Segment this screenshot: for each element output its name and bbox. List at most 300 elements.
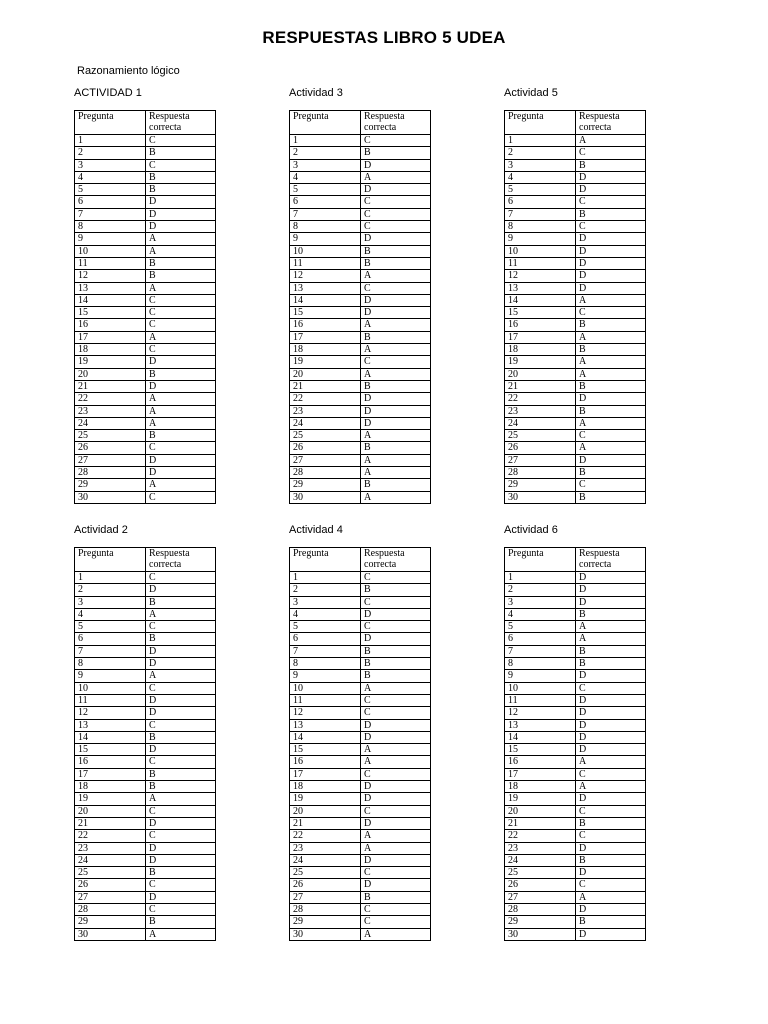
table-row (505, 633, 646, 645)
question-number: 12 (75, 270, 146, 282)
table-row (290, 405, 431, 417)
answer-cell: B (576, 916, 646, 928)
table-row (75, 879, 216, 891)
table-row (290, 658, 431, 670)
question-number: 6 (75, 196, 146, 208)
answer-cell: B (361, 257, 431, 269)
table-row (290, 135, 431, 147)
question-number: 26 (290, 442, 361, 454)
table-row (505, 282, 646, 294)
answer-cell: B (576, 380, 646, 392)
question-number: 27 (505, 891, 576, 903)
question-number: 15 (290, 307, 361, 319)
table-row (505, 171, 646, 183)
answer-cell: C (361, 572, 431, 584)
question-number: 19 (505, 356, 576, 368)
answer-cell: A (361, 430, 431, 442)
answer-cell: C (361, 135, 431, 147)
question-number: 10 (290, 682, 361, 694)
answer-cell: C (576, 307, 646, 319)
table-row (75, 916, 216, 928)
answer-cell: D (576, 694, 646, 706)
table-row (505, 670, 646, 682)
question-number: 1 (290, 572, 361, 584)
answer-cell: D (146, 658, 216, 670)
table-row (505, 867, 646, 879)
table-row (75, 171, 216, 183)
table-row (290, 904, 431, 916)
table-row (290, 184, 431, 196)
question-number: 24 (75, 417, 146, 429)
answer-cell: D (361, 633, 431, 645)
question-number: 20 (505, 805, 576, 817)
column-header-pregunta: Pregunta (75, 548, 146, 572)
answer-cell: B (361, 245, 431, 257)
table-row (75, 842, 216, 854)
answer-cell: D (146, 694, 216, 706)
question-number: 6 (75, 633, 146, 645)
answer-cell: B (361, 147, 431, 159)
table-row (75, 781, 216, 793)
activity-block (74, 85, 216, 504)
table-row (505, 417, 646, 429)
answer-cell: A (361, 467, 431, 479)
question-number: 20 (75, 805, 146, 817)
table-row (75, 307, 216, 319)
question-number: 10 (505, 682, 576, 694)
table-row (505, 854, 646, 866)
answer-cell: D (576, 584, 646, 596)
answer-cell: B (146, 731, 216, 743)
question-number: 10 (75, 682, 146, 694)
answer-cell: D (361, 817, 431, 829)
answer-cell: C (361, 904, 431, 916)
table-row (505, 380, 646, 392)
table-row (75, 356, 216, 368)
question-number: 27 (75, 454, 146, 466)
question-number: 14 (505, 294, 576, 306)
question-number: 17 (290, 768, 361, 780)
answer-cell: D (146, 584, 216, 596)
question-number: 25 (290, 867, 361, 879)
answer-cell: C (361, 707, 431, 719)
table-row (505, 608, 646, 620)
question-number: 11 (75, 257, 146, 269)
question-number: 6 (290, 633, 361, 645)
question-number: 23 (75, 405, 146, 417)
answer-cell: C (576, 830, 646, 842)
answer-cell: D (576, 270, 646, 282)
question-number: 13 (505, 719, 576, 731)
answer-cell: C (146, 879, 216, 891)
answer-cell: C (361, 596, 431, 608)
question-number: 10 (290, 245, 361, 257)
answer-cell: D (576, 867, 646, 879)
answer-cell: B (576, 319, 646, 331)
table-row (290, 491, 431, 503)
question-number: 3 (290, 596, 361, 608)
question-number: 9 (290, 233, 361, 245)
question-number: 4 (505, 608, 576, 620)
answer-cell: A (576, 442, 646, 454)
question-number: 23 (290, 842, 361, 854)
table-row (505, 793, 646, 805)
table-row (75, 196, 216, 208)
answer-cell: A (576, 368, 646, 380)
answer-cell: A (576, 417, 646, 429)
answer-cell: D (576, 282, 646, 294)
question-number: 3 (505, 159, 576, 171)
table-row (505, 756, 646, 768)
table-row (290, 768, 431, 780)
column-header-respuesta: Respuesta correcta (361, 548, 431, 572)
table-row (505, 368, 646, 380)
answer-cell: D (576, 454, 646, 466)
table-row (505, 135, 646, 147)
table-row (75, 245, 216, 257)
table-row (505, 805, 646, 817)
table-row (290, 817, 431, 829)
answers-table (74, 547, 216, 941)
question-number: 30 (505, 928, 576, 940)
table-row (505, 331, 646, 343)
question-number: 29 (75, 479, 146, 491)
question-number: 9 (505, 233, 576, 245)
question-number: 13 (505, 282, 576, 294)
question-number: 17 (290, 331, 361, 343)
table-row (290, 891, 431, 903)
answer-cell: A (361, 682, 431, 694)
answer-cell: C (361, 208, 431, 220)
table-row (290, 621, 431, 633)
answer-cell: B (146, 768, 216, 780)
answer-cell: D (576, 719, 646, 731)
table-row (75, 221, 216, 233)
question-number: 6 (290, 196, 361, 208)
answer-cell: C (576, 479, 646, 491)
table-row (290, 670, 431, 682)
answer-cell: C (146, 621, 216, 633)
question-number: 29 (75, 916, 146, 928)
answer-cell: D (576, 245, 646, 257)
table-row (290, 147, 431, 159)
answer-cell: D (146, 454, 216, 466)
table-row (290, 854, 431, 866)
question-number: 6 (505, 196, 576, 208)
table-row (505, 645, 646, 657)
table-row (505, 719, 646, 731)
table-row (75, 479, 216, 491)
question-number: 8 (505, 221, 576, 233)
answer-cell: B (576, 208, 646, 220)
question-number: 25 (75, 867, 146, 879)
answer-cell: B (146, 368, 216, 380)
table-row (75, 756, 216, 768)
answer-cell: C (361, 768, 431, 780)
table-row (290, 245, 431, 257)
table-row (290, 467, 431, 479)
answer-cell: C (361, 621, 431, 633)
table-row (290, 879, 431, 891)
table-row (290, 608, 431, 620)
answer-cell: C (361, 196, 431, 208)
table-row (75, 854, 216, 866)
answer-cell: B (576, 608, 646, 620)
question-number: 12 (75, 707, 146, 719)
table-row (75, 344, 216, 356)
answer-cell: D (146, 221, 216, 233)
table-row (75, 319, 216, 331)
question-number: 19 (75, 793, 146, 805)
table-row (505, 891, 646, 903)
answer-cell: A (146, 479, 216, 491)
table-row (290, 221, 431, 233)
question-number: 6 (505, 633, 576, 645)
answer-cell: C (146, 682, 216, 694)
question-number: 18 (505, 781, 576, 793)
answer-cell: D (576, 257, 646, 269)
table-row (75, 417, 216, 429)
answer-cell: B (576, 658, 646, 670)
question-number: 28 (75, 904, 146, 916)
table-row (75, 393, 216, 405)
table-row (505, 319, 646, 331)
table-row (290, 572, 431, 584)
table-row (290, 928, 431, 940)
answer-cell: C (361, 916, 431, 928)
question-number: 8 (75, 221, 146, 233)
table-row (75, 867, 216, 879)
answer-cell: B (361, 479, 431, 491)
answer-cell: C (576, 430, 646, 442)
answer-cell: D (146, 817, 216, 829)
question-number: 9 (75, 670, 146, 682)
table-row (75, 233, 216, 245)
answer-cell: D (146, 208, 216, 220)
page-title: RESPUESTAS LIBRO 5 UDEA (262, 28, 506, 47)
answer-cell: A (576, 891, 646, 903)
question-number: 25 (505, 867, 576, 879)
table-row (75, 380, 216, 392)
table-row (290, 233, 431, 245)
answer-cell: B (146, 916, 216, 928)
question-number: 28 (505, 904, 576, 916)
table-row (290, 442, 431, 454)
activity-title: Actividad 3 (289, 87, 343, 99)
answer-cell: D (576, 393, 646, 405)
question-number: 23 (505, 842, 576, 854)
question-number: 29 (290, 479, 361, 491)
table-row (505, 879, 646, 891)
question-number: 22 (75, 830, 146, 842)
answer-cell: C (576, 805, 646, 817)
answer-cell: C (361, 694, 431, 706)
question-number: 12 (505, 707, 576, 719)
answer-cell: B (361, 584, 431, 596)
question-number: 30 (290, 491, 361, 503)
answer-cell: D (576, 572, 646, 584)
table-row (505, 621, 646, 633)
question-number: 2 (290, 147, 361, 159)
question-number: 4 (290, 171, 361, 183)
table-row (505, 257, 646, 269)
answer-cell: D (146, 467, 216, 479)
question-number: 20 (290, 368, 361, 380)
answer-cell: D (146, 854, 216, 866)
answers-table (289, 110, 431, 504)
question-number: 14 (75, 731, 146, 743)
table-row (75, 368, 216, 380)
answer-cell: B (576, 645, 646, 657)
answer-cell: B (146, 171, 216, 183)
table-row (290, 294, 431, 306)
answer-cell: D (361, 233, 431, 245)
answer-cell: B (146, 147, 216, 159)
question-number: 16 (505, 319, 576, 331)
answer-cell: A (576, 356, 646, 368)
table-row (505, 147, 646, 159)
question-number: 1 (75, 135, 146, 147)
question-number: 12 (290, 707, 361, 719)
question-number: 2 (505, 584, 576, 596)
question-number: 18 (75, 344, 146, 356)
answer-cell: D (146, 842, 216, 854)
table-row (290, 380, 431, 392)
question-number: 23 (75, 842, 146, 854)
question-number: 7 (75, 645, 146, 657)
answer-cell: C (361, 221, 431, 233)
table-row (290, 707, 431, 719)
question-number: 21 (75, 380, 146, 392)
table-row (75, 147, 216, 159)
question-number: 26 (505, 879, 576, 891)
table-row (290, 454, 431, 466)
answer-cell: D (361, 184, 431, 196)
question-number: 1 (75, 572, 146, 584)
answer-cell: B (361, 645, 431, 657)
question-number: 16 (505, 756, 576, 768)
answer-cell: D (576, 184, 646, 196)
table-row (290, 633, 431, 645)
table-row (505, 393, 646, 405)
table-row (75, 208, 216, 220)
answer-cell: D (146, 744, 216, 756)
question-number: 28 (505, 467, 576, 479)
table-row (505, 707, 646, 719)
table-row (290, 307, 431, 319)
table-row (505, 294, 646, 306)
question-number: 26 (75, 879, 146, 891)
answer-cell: A (361, 928, 431, 940)
question-number: 20 (290, 805, 361, 817)
answer-cell: D (361, 719, 431, 731)
activity-title: Actividad 2 (74, 524, 128, 536)
question-number: 22 (505, 393, 576, 405)
question-number: 30 (75, 928, 146, 940)
table-row (505, 817, 646, 829)
table-row (290, 645, 431, 657)
activity-block (504, 522, 646, 941)
table-row (75, 928, 216, 940)
question-number: 22 (290, 830, 361, 842)
table-row (290, 417, 431, 429)
table-row (75, 596, 216, 608)
table-row (290, 731, 431, 743)
answer-cell: C (146, 719, 216, 731)
answer-cell: A (361, 270, 431, 282)
question-number: 22 (75, 393, 146, 405)
question-number: 19 (75, 356, 146, 368)
table-row (75, 805, 216, 817)
table-row (505, 731, 646, 743)
table-row (290, 805, 431, 817)
answer-cell: C (361, 356, 431, 368)
table-row (75, 270, 216, 282)
answer-cell: B (361, 442, 431, 454)
table-row (290, 744, 431, 756)
table-row (290, 793, 431, 805)
question-number: 14 (290, 731, 361, 743)
table-row (290, 719, 431, 731)
answer-cell: A (146, 393, 216, 405)
answer-cell: A (146, 417, 216, 429)
question-number: 22 (505, 830, 576, 842)
answer-cell: D (576, 731, 646, 743)
answer-cell: A (146, 608, 216, 620)
answer-cell: B (146, 270, 216, 282)
table-row (75, 658, 216, 670)
answer-cell: C (146, 904, 216, 916)
table-row (75, 454, 216, 466)
question-number: 25 (290, 430, 361, 442)
question-number: 5 (290, 184, 361, 196)
table-row (505, 233, 646, 245)
answer-cell: C (146, 344, 216, 356)
table-row (505, 307, 646, 319)
question-number: 11 (505, 694, 576, 706)
answer-cell: B (361, 670, 431, 682)
question-number: 24 (505, 854, 576, 866)
table-row (75, 768, 216, 780)
table-row (75, 294, 216, 306)
answer-cell: B (576, 159, 646, 171)
answer-cell: B (146, 430, 216, 442)
table-row (75, 633, 216, 645)
question-number: 30 (505, 491, 576, 503)
table-row (290, 867, 431, 879)
column-header-respuesta: Respuesta correcta (576, 548, 646, 572)
question-number: 4 (290, 608, 361, 620)
answer-cell: A (576, 294, 646, 306)
question-number: 3 (75, 159, 146, 171)
answer-cell: A (361, 368, 431, 380)
question-number: 2 (505, 147, 576, 159)
question-number: 4 (505, 171, 576, 183)
question-number: 1 (290, 135, 361, 147)
answer-cell: D (361, 307, 431, 319)
question-number: 22 (290, 393, 361, 405)
question-number: 24 (505, 417, 576, 429)
question-number: 4 (75, 608, 146, 620)
answer-cell: D (576, 793, 646, 805)
question-number: 5 (75, 621, 146, 633)
question-number: 29 (505, 479, 576, 491)
table-row (75, 491, 216, 503)
answer-cell: C (146, 307, 216, 319)
table-row (290, 694, 431, 706)
question-number: 21 (290, 817, 361, 829)
table-row (505, 658, 646, 670)
